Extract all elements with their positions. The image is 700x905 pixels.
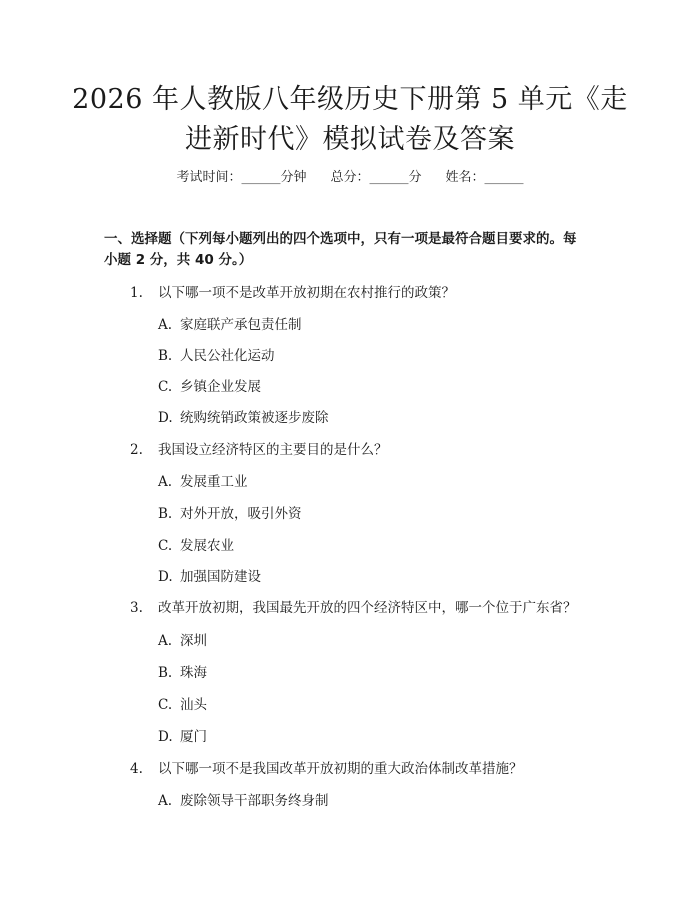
- question-number: 1.: [130, 285, 143, 301]
- option-text: 深圳: [180, 633, 207, 649]
- option-text: 人民公社化运动: [180, 348, 275, 364]
- question-1-option-d: [158, 408, 329, 428]
- question-3-option-b: [158, 663, 207, 683]
- question-number: 2.: [130, 442, 143, 458]
- section-heading-line-1: 一、选择题（下列每小题列出的四个选项中，只有一项是最符合题目要求的。每: [104, 231, 577, 247]
- question-1: [130, 283, 455, 303]
- question-text: 以下哪一项不是改革开放初期在农村推行的政策？: [158, 285, 455, 301]
- option-text: 加强国防建设: [180, 569, 261, 585]
- question-4: [130, 759, 523, 779]
- option-text: 厦门: [180, 729, 207, 745]
- question-number: 4.: [130, 761, 143, 777]
- option-letter: A.: [158, 633, 173, 649]
- exam-meta: [0, 168, 700, 188]
- exam-title-line-1: 2026 年人教版八年级历史下册第 5 单元《走: [72, 84, 628, 115]
- total-score-field: 总分：______分: [330, 170, 422, 185]
- question-2-option-d: [158, 567, 261, 587]
- option-letter: B.: [158, 665, 173, 681]
- option-text: 发展农业: [180, 538, 234, 554]
- option-letter: A.: [158, 474, 173, 490]
- option-text: 统购统销政策被逐步废除: [180, 410, 329, 426]
- question-3-option-d: [158, 727, 207, 747]
- question-text: 改革开放初期，我国最先开放的四个经济特区中，哪一个位于广东省？: [158, 600, 577, 616]
- option-letter: B.: [158, 506, 173, 522]
- question-1-option-b: [158, 346, 275, 366]
- option-letter: A.: [158, 317, 173, 333]
- option-letter: A.: [158, 793, 173, 809]
- question-4-option-a: [158, 791, 329, 811]
- question-1-option-c: [158, 377, 261, 397]
- question-3: [130, 598, 577, 618]
- question-3-option-c: [158, 695, 207, 715]
- option-letter: D.: [158, 569, 173, 585]
- option-text: 珠海: [180, 665, 207, 681]
- option-letter: C.: [158, 697, 173, 713]
- option-letter: C.: [158, 538, 173, 554]
- option-text: 家庭联产承包责任制: [180, 317, 302, 333]
- option-letter: C.: [158, 379, 173, 395]
- question-2-option-c: [158, 536, 234, 556]
- option-letter: D.: [158, 729, 173, 745]
- question-3-option-a: [158, 631, 207, 651]
- question-number: 3.: [130, 600, 143, 616]
- option-text: 对外开放，吸引外资: [180, 506, 302, 522]
- exam-time-field: 考试时间：______分钟: [176, 170, 307, 185]
- question-2-option-a: [158, 472, 248, 492]
- question-text: 我国设立经济特区的主要目的是什么？: [158, 442, 388, 458]
- question-1-option-a: [158, 315, 302, 335]
- option-text: 汕头: [180, 697, 207, 713]
- student-name-field: 姓名：______: [445, 170, 524, 185]
- exam-title-line-2: 进新时代》模拟试卷及答案: [185, 124, 515, 155]
- question-2-option-b: [158, 504, 302, 524]
- option-letter: D.: [158, 410, 173, 426]
- section-heading-line-2: 小题 2 分，共 40 分。）: [104, 252, 253, 268]
- question-text: 以下哪一项不是我国改革开放初期的重大政治体制改革措施？: [158, 761, 523, 777]
- question-2: [130, 440, 388, 460]
- option-text: 乡镇企业发展: [180, 379, 261, 395]
- option-text: 废除领导干部职务终身制: [180, 793, 329, 809]
- option-letter: B.: [158, 348, 173, 364]
- option-text: 发展重工业: [180, 474, 248, 490]
